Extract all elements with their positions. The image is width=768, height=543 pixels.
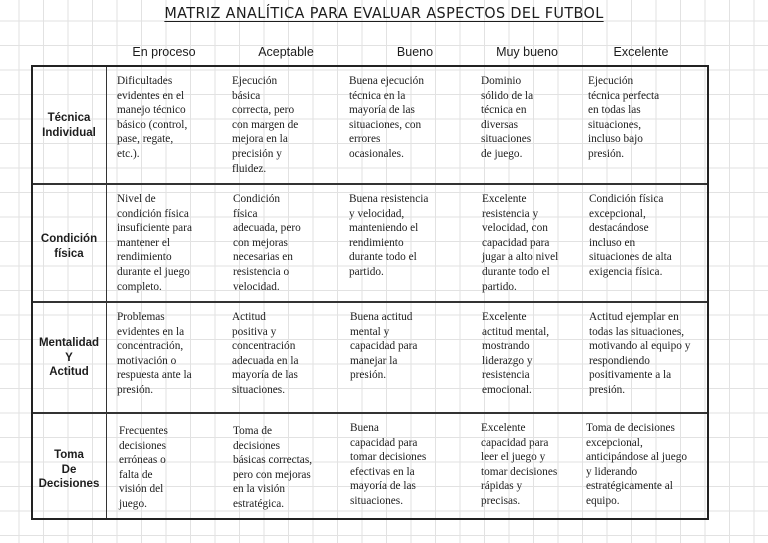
table-cell: Problemas evidentes en la concentración, motivación o respuesta ante la presión. <box>117 311 192 396</box>
page-title: MATRIZ ANALÍTICA PARA EVALUAR ASPECTOS DEL FUTBOL <box>164 4 604 22</box>
row-divider <box>33 412 707 414</box>
column-header-muy-bueno: Muy bueno <box>496 45 558 59</box>
row-label-tecnica-individual: Técnica Individual <box>42 112 96 139</box>
table-cell: Nivel de condición física insuficiente para mantener el rendimiento durante el juego completo. <box>117 193 192 293</box>
table-cell: Buena ejecución técnica en la mayoría de las situaciones, con errores ocasionales. <box>349 75 424 160</box>
table-cell: Actitud positiva y concentración adecuada en la mayoría de las situaciones. <box>232 311 299 396</box>
table-cell: Ejecución básica correcta, pero con margen de mejora en la precisión y fluidez. <box>232 75 299 175</box>
table-cell: Frecuentes decisiones erróneas o falta de visión del juego. <box>119 425 168 510</box>
table-cell: Excelente resistencia y velocidad, con capacidad para jugar a alto nivel durante todo el partido. <box>482 193 559 293</box>
column-header-aceptable: Aceptable <box>258 45 314 59</box>
row-label-toma-de-decisiones: Toma De Decisiones <box>38 449 100 490</box>
table-cell: Condición física excepcional, destacándose incluso en situaciones de alta exigencia física. <box>589 193 672 278</box>
table-cell: Ejecución técnica perfecta en todas las situaciones, incluso bajo presión. <box>588 75 660 160</box>
column-divider <box>106 67 107 518</box>
table-cell: Dificultades evidentes en el manejo técnico básico (control, pase, regate, etc.). <box>117 75 188 160</box>
column-header-bueno: Bueno <box>396 45 434 59</box>
table-cell: Actitud ejemplar en todas las situaciones, motivando al equipo y respondiendo positivamente a la presión. <box>589 311 691 396</box>
row-divider <box>33 301 707 303</box>
row-label-mentalidad-actitud: Mentalidad Y Actitud <box>38 337 100 378</box>
column-header-excelente: Excelente <box>613 45 669 59</box>
table-cell: Condición física adecuada, pero con mejoras necesarias en resistencia o velocidad. <box>233 193 301 293</box>
table-cell: Buena resistencia y velocidad, manteniendo el rendimiento durante todo el partido. <box>349 193 429 278</box>
row-divider <box>33 183 707 185</box>
table-cell: Toma de decisiones excepcional, anticipándose al juego y liderando estratégicamente al equipo. <box>586 422 688 507</box>
table-cell: Buena capacidad para tomar decisiones efectivas en la mayoría de las situaciones. <box>350 422 427 507</box>
row-label-condicion-fisica: Condición física <box>40 233 98 260</box>
table-cell: Dominio sólido de la técnica en diversas situaciones de juego. <box>481 75 534 160</box>
table-cell: Toma de decisiones básicas correctas, pero con mejoras en la visión estratégica. <box>233 425 313 510</box>
table-cell: Buena actitud mental y capacidad para manejar la presión. <box>350 311 418 382</box>
table-cell: Excelente actitud mental, mostrando liderazgo y resistencia emocional. <box>482 311 550 396</box>
column-header-en-proceso: En proceso <box>132 45 196 59</box>
table-cell: Excelente capacidad para leer el juego y tomar decisiones rápidas y precisas. <box>481 422 558 507</box>
